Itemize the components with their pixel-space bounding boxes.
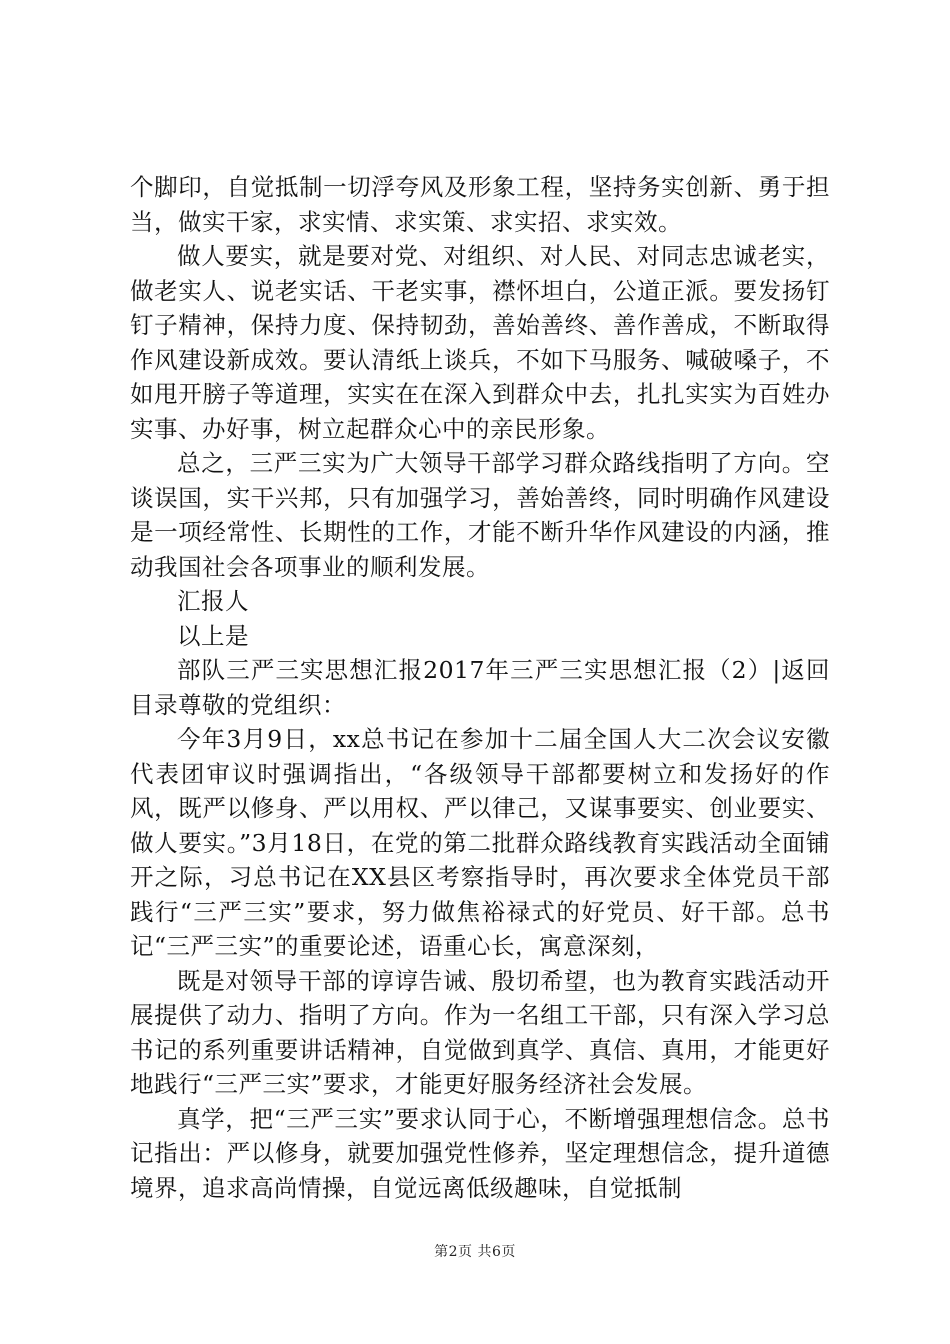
paragraph-4: 汇报人 xyxy=(177,587,249,615)
page-footer xyxy=(0,1243,950,1261)
paragraph-1: 个脚印，自觉抵制一切浮夸风及形象工程，坚持务实创新、勇于担当，做实干家，求实情、求实策、求实招、求实效。 xyxy=(130,173,830,236)
document-body xyxy=(130,170,830,1205)
paragraph-3: 总之，三严三实为广大领导干部学习群众路线指明了方向。空谈误国，实干兴邦，只有加强学习，善始善终，同时明确作风建设是一项经常性、长期性的工作，才能不断升华作风建设的内涵，推动我国社会各项事业的顺利发展。 xyxy=(130,449,830,581)
paragraph-5: 以上是 xyxy=(177,621,249,650)
page-number: 第2页 共6页 xyxy=(434,1244,516,1260)
paragraph-7: 今年3月9日，xx总书记在参加十二届全国人大二次会议安徽代表团审议时强调指出，“各级领导干部都要树立和发扬好的作风，既严以修身、严以用权、严以律己，又谋事要实、创业要实、做人要实。”3月18日，在党的第二批群众路线教育实践活动全面铺开之际，习总书记在XX县区考察指导时，再次要求全体党员干部践行“三严三实”要求，努力做焦裕禄式的好党员、好干部。总书记“三严三实”的重要论述，语重心长，寓意深刻， xyxy=(130,725,830,960)
paragraph-9: 真学，把“三严三实”要求认同于心，不断增强理想信念。总书记指出：严以修身，就要加强党性修养，坚定理想信念，提升道德境界，追求高尚情操，自觉远离低级趣味，自觉抵制 xyxy=(130,1104,830,1202)
paragraph-2: 做人要实，就是要对党、对组织、对人民、对同志忠诚老实，做老实人、说老实话、干老实事，襟怀坦白，公道正派。要发扬钉钉子精神，保持力度、保持韧劲，善始善终、善作善成，不断取得作风建设新成效。要认清纸上谈兵，不如下马服务、喊破嗓子，不如甩开膀子等道理，实实在在深入到群众中去，扎扎实实为百姓办实事、办好事，树立起群众心中的亲民形象。 xyxy=(130,242,830,443)
paragraph-8: 既是对领导干部的谆谆告诫、殷切希望，也为教育实践活动开展提供了动力、指明了方向。作为一名组工干部，只有深入学习总书记的系列重要讲话精神，自觉做到真学、真信、真用，才能更好地践行“三严三实”要求，才能更好服务经济社会发展。 xyxy=(130,966,830,1098)
paragraph-6: 部队三严三实思想汇报2017年三严三实思想汇报（2）|返回目录尊敬的党组织： xyxy=(130,656,830,719)
